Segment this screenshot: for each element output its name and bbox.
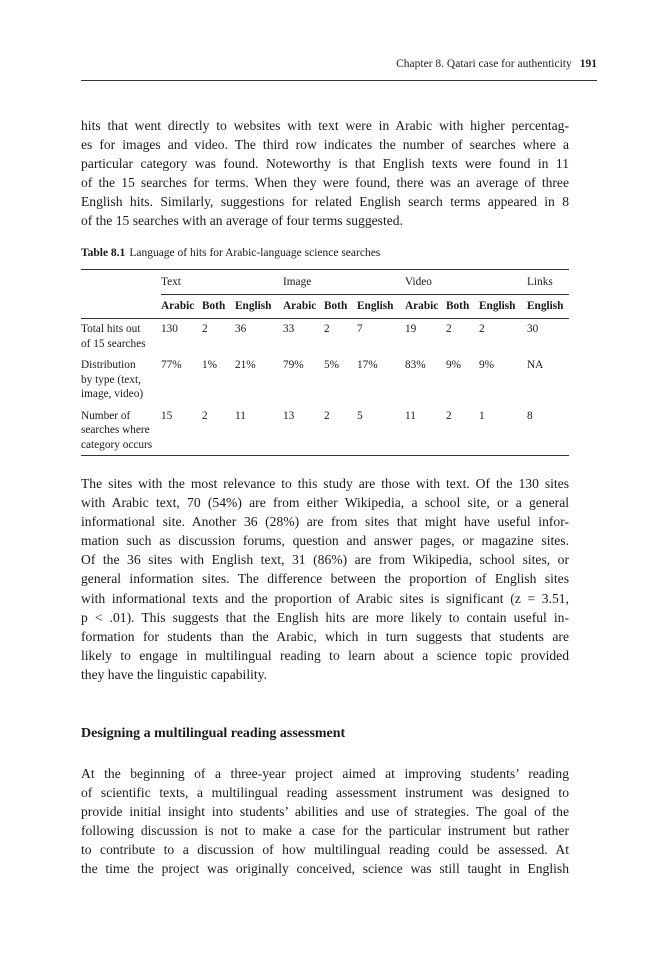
paragraph-2 xyxy=(81,474,569,684)
text-line: es for images and video. The third row indicates the number of searches where a xyxy=(81,137,569,153)
subheader-cell: Arabic xyxy=(283,295,324,319)
row-label: Total hits out of 15 searches xyxy=(81,323,146,350)
table-cell: 21% xyxy=(235,359,256,371)
table-group-header-row xyxy=(81,270,569,295)
row-label: Distribution by type (text, image, video) xyxy=(81,359,144,400)
row-label: Number of searches where category occurs xyxy=(81,407,161,456)
text-line: Of the 36 sites with English text, 31 (86%) are from Wikipedia, school sites, or xyxy=(81,552,569,568)
table-caption-text: Language of hits for Arabic-language science searches xyxy=(129,247,381,259)
section-heading: Designing a multilingual reading assessment xyxy=(81,726,346,741)
table-cell: 15 xyxy=(161,407,202,456)
table-cell: 11 xyxy=(235,407,283,456)
subheader-cell: English xyxy=(357,295,405,319)
table-cell: 2 xyxy=(446,323,452,335)
subheader-cell: English xyxy=(235,295,283,319)
subheader-cell: Both xyxy=(324,295,357,319)
text-line: with Arabic text, 70 (54%) are from either Wikipedia, a school site, or a general xyxy=(81,495,569,511)
text-line: the time the project was originally conceived, science was still taught in English xyxy=(81,861,569,877)
table-cell: 8 xyxy=(527,407,569,456)
text-line: hits that went directly to websites with text were in Arabic with higher percentag- xyxy=(81,118,569,133)
table-cell: 1 xyxy=(479,407,527,456)
table-cell: 36 xyxy=(235,323,247,335)
table-cell: 2 xyxy=(324,323,330,335)
table-cell: 33 xyxy=(283,323,295,335)
table-cell: 30 xyxy=(527,323,539,335)
table-cell: 9% xyxy=(479,359,495,371)
group-header-image: Image xyxy=(283,270,405,295)
subheader-cell: Arabic xyxy=(405,295,446,319)
table-cell: NA xyxy=(527,359,544,371)
header-rule xyxy=(81,80,597,81)
table-cell: 2 xyxy=(446,407,479,456)
table-cell: 17% xyxy=(357,359,378,371)
text-line: general information sites. The difference between the proportion of English sites xyxy=(81,571,569,587)
table-cell: 5% xyxy=(324,359,340,371)
text-line: At the beginning of a three-year project aimed at improving students’ reading xyxy=(81,766,569,781)
text-line: informational site. Another 36 (28%) are from sites that might have useful infor- xyxy=(81,514,569,530)
running-title: Chapter 8. Qatari case for authenticity xyxy=(396,58,572,70)
table-cell: 79% xyxy=(283,359,304,371)
subheader-cell: Both xyxy=(446,295,479,319)
table-cell: 1% xyxy=(202,359,218,371)
text-line: to contribute to a discussion of how multilingual reading could be assessed. At xyxy=(81,842,569,858)
text-line: following discussion is not to make a case for the particular instrument but rather xyxy=(81,823,569,839)
text-line: of the 15 searches with an average of four terms suggested. xyxy=(81,213,403,229)
group-header-text: Text xyxy=(161,270,283,295)
table-cell: 7 xyxy=(357,323,363,335)
table-cell: 77% xyxy=(161,359,182,371)
subheader-cell: English xyxy=(527,295,569,319)
table-cell: 2 xyxy=(202,323,208,335)
subheader-cell: English xyxy=(479,295,527,319)
table-cell: 11 xyxy=(405,407,446,456)
table-row xyxy=(81,407,569,456)
text-line: of scientific texts, a multilingual reading assessment instrument was designed to xyxy=(81,785,569,801)
table-cell: 9% xyxy=(446,359,462,371)
table-cell: 2 xyxy=(479,323,485,335)
running-header xyxy=(81,58,597,70)
text-line: The sites with the most relevance to this study are those with text. Of the 130 sites xyxy=(81,476,569,491)
text-line: formation for students than the Arabic, which in turn suggests that students are xyxy=(81,628,569,644)
table-cell: 130 xyxy=(161,323,178,335)
table-caption xyxy=(81,247,380,259)
table-cell: 83% xyxy=(405,359,426,371)
text-line: particular category was found. Noteworthy is that English texts were found in 11 xyxy=(81,156,569,172)
text-line: with informational texts and the proportion of Arabic sites is significant (z = 3.51, xyxy=(81,590,569,606)
table-cell: 13 xyxy=(283,407,324,456)
paragraph-3 xyxy=(81,764,569,879)
text-line: English hits. Similarly, suggestions for related English search terms appeared in 8 xyxy=(81,194,569,210)
table-subheader-row xyxy=(81,295,569,319)
text-line: p < .01). This suggests that the English hits are more likely to contain useful in- xyxy=(81,609,569,625)
subheader-cell: Arabic xyxy=(161,295,202,319)
text-line: they have the linguistic capability. xyxy=(81,666,267,682)
subheader-cell: Both xyxy=(202,295,235,319)
table-cell: 19 xyxy=(405,323,417,335)
text-line: of the 15 searches for terms. When they were found, there was an average of three xyxy=(81,175,569,191)
table-stub-header xyxy=(81,270,161,295)
data-table xyxy=(81,269,569,456)
text-line: mation such as discussion forums, question and answer pages, or magazine sites. xyxy=(81,533,569,549)
page-number: 191 xyxy=(579,58,597,70)
group-header-video: Video xyxy=(405,270,527,295)
table-row xyxy=(81,356,569,407)
table-label: Table 8.1 xyxy=(81,247,126,259)
text-line: provide initial insight into students’ abilities and use of strategies. The goal of the xyxy=(81,804,569,820)
text-line: likely to engage in multilingual reading to learn about a science topic provided xyxy=(81,647,569,663)
table-row xyxy=(81,319,569,357)
table-cell: 5 xyxy=(357,407,405,456)
table-cell: 2 xyxy=(324,407,357,456)
paragraph-1 xyxy=(81,116,569,231)
group-header-links: Links xyxy=(527,270,569,295)
table-stub-subheader xyxy=(81,295,161,319)
table-cell: 2 xyxy=(202,407,235,456)
